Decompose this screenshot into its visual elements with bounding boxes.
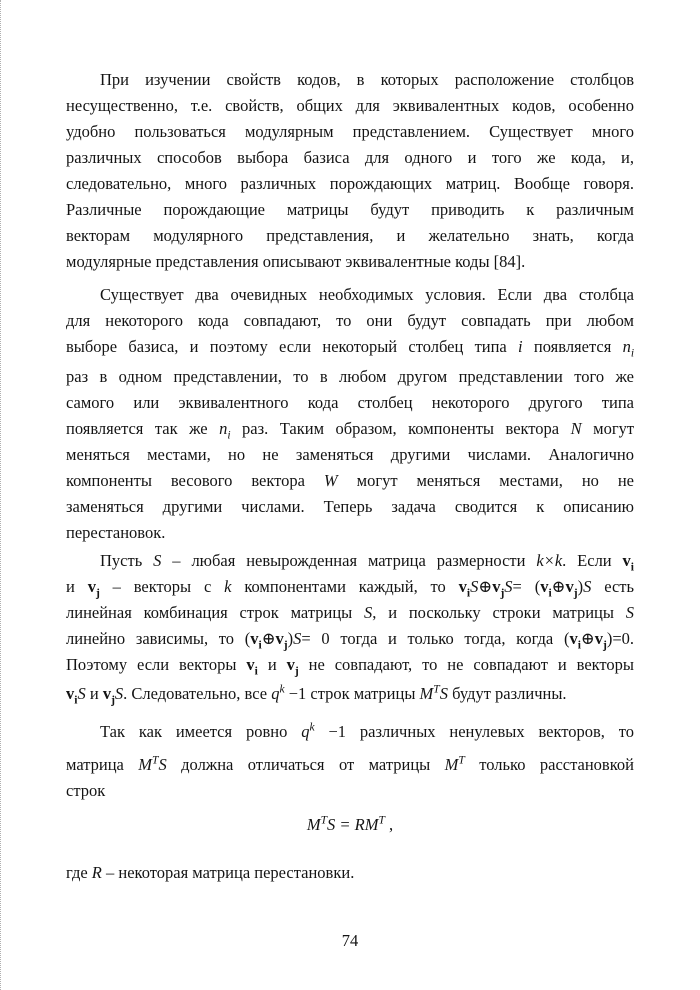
text-run: где: [66, 863, 88, 882]
page-number: 74: [341, 931, 359, 950]
math-var: S: [470, 577, 479, 596]
text-line: строк: [66, 781, 106, 800]
text-line: различных способов выбора базиса для одного и того же кода, и,: [66, 148, 634, 167]
text-run: могут: [593, 419, 635, 438]
text-run: Пусть: [100, 551, 143, 570]
math-superscript: T: [458, 754, 465, 767]
text-run: тогда и только тогда, когда: [340, 629, 554, 648]
text-run: Поэтому если векторы: [66, 655, 237, 674]
text-run: различных ненулевых векторов, то: [359, 722, 635, 741]
math-var: v: [66, 684, 75, 703]
math-var: v: [250, 629, 259, 648]
math-var: M: [138, 755, 153, 774]
text-line: раз в одном представлении, то в любом другом представлении того же: [66, 367, 634, 386]
text-run: . Если: [562, 551, 612, 570]
text-line: для некоторого кода совпадают, то они будут совпадать при любом: [66, 311, 634, 330]
math-var: v: [275, 629, 284, 648]
math-i: i: [518, 337, 523, 356]
math-var: S: [293, 629, 302, 648]
math-var: S: [77, 684, 86, 703]
math-superscript: T: [152, 754, 159, 767]
text-run: и: [267, 655, 277, 674]
text-run: есть: [604, 577, 634, 596]
math-var: S: [583, 577, 592, 596]
text-line: [66, 471, 634, 491]
math-var: v: [622, 551, 631, 570]
math-subscript: i: [227, 429, 231, 442]
text-line: [66, 655, 635, 678]
math-subscript: j: [573, 587, 578, 600]
text-run: – некоторая матрица перестановки.: [106, 863, 355, 882]
math-expression: [138, 755, 166, 774]
math-var: v: [594, 629, 603, 648]
math-v-i: [622, 551, 635, 574]
text-run: и: [89, 684, 99, 703]
math-op: ⊕: [261, 629, 276, 648]
page-margin-dotted-line: [0, 0, 1, 990]
math-superscript: k: [279, 683, 285, 696]
text-line: следовательно, много различных порождающих матриц. Вообще говоря.: [66, 174, 634, 193]
text-line: несущественно, т.е. свойств, общих для эквивалентных кодов, особенно: [66, 96, 634, 115]
text-line: [66, 337, 635, 360]
math-op: ⊕: [551, 577, 566, 596]
math-var: M: [419, 684, 434, 703]
text-run: компонентами каждый, то: [244, 577, 446, 596]
text-line: [66, 629, 635, 652]
text-line: заменяться другими числами. Теперь задача сводится к описанию: [66, 497, 634, 516]
text-run: будут различны.: [452, 684, 567, 703]
text-run: – векторы с: [112, 577, 212, 596]
math-v-i: [246, 655, 258, 678]
text-line: Различные порождающие матрицы будут приводить к различным: [66, 200, 634, 219]
text-run: только расстановкой: [479, 755, 634, 774]
math-subscript: i: [577, 639, 581, 652]
math-var: q: [301, 722, 310, 741]
text-line: удобно пользоваться модулярным представлением. Существует много: [66, 122, 634, 141]
math-W: W: [323, 471, 338, 490]
math-op: ⊕: [580, 629, 595, 648]
math-var: S: [158, 755, 167, 774]
math-expression: S = RM: [327, 815, 379, 834]
math-v-j: [286, 655, 299, 678]
math-op: ⊕: [478, 577, 493, 596]
text-run: должна отличаться от матрицы: [181, 755, 431, 774]
math-subscript: i: [630, 561, 635, 574]
text-line: меняться местами, но не заменяться другими числами. Аналогично: [66, 445, 634, 464]
math-var: v: [458, 577, 467, 596]
text-run: появляется так же: [66, 419, 208, 438]
math-var: v: [246, 655, 255, 674]
math-var: v: [102, 684, 112, 703]
math-n-i: [622, 337, 635, 360]
math-subscript: i: [548, 587, 552, 600]
math-k-by-k: k×k: [536, 551, 563, 570]
math-subscript: j: [95, 587, 100, 600]
text-line: [100, 551, 635, 574]
math-expression: $v_iS\oplus v_jS=$ $(v_i\oplus v_j)S$: [458, 577, 592, 600]
math-expression: [102, 684, 124, 707]
text-run: матрица: [66, 755, 124, 774]
math-subscript: i: [258, 639, 262, 652]
math-var: M: [444, 755, 459, 774]
math-eq: = 0: [301, 629, 330, 648]
text-line: Существует два очевидных необходимых условия. Если два столбца: [100, 285, 634, 304]
text-run: выборе базиса, и поэтому если некоторый столбец типа: [66, 337, 507, 356]
math-var: v: [540, 577, 549, 596]
math-op: −1: [328, 722, 347, 741]
math-subscript: i: [254, 665, 258, 678]
math-op: −1: [288, 684, 307, 703]
math-var: n: [219, 419, 228, 438]
math-expression: $(v_i\oplus v_j)$: [563, 629, 613, 652]
text-line: самого или эквивалентного кода столбец некоторого другого типа: [66, 393, 634, 412]
math-superscript: T: [378, 814, 385, 827]
math-v-j: [87, 577, 100, 600]
text-run: компоненты весового вектора: [66, 471, 305, 490]
math-subscript: i: [630, 347, 635, 360]
text-line: [66, 755, 634, 775]
math-expression: [420, 684, 448, 703]
text-run: не совпадают, то не совпадают и векторы: [308, 655, 635, 674]
math-N: N: [570, 419, 582, 438]
math-var: S: [114, 684, 124, 703]
math-var: v: [569, 629, 578, 648]
text-run: и: [66, 577, 75, 596]
math-S: S: [364, 603, 373, 622]
math-expression: [301, 722, 346, 741]
text-line: модулярные представления описывают эквивалентные коды [84].: [66, 252, 526, 271]
math-R: R: [91, 863, 102, 882]
math-expression: [66, 684, 86, 707]
math-n-i: [219, 419, 231, 442]
math-var: q: [271, 684, 280, 703]
text-line: [66, 863, 634, 883]
math-S: S: [625, 603, 634, 622]
text-line: При изучении свойств кодов, в которых расположение столбцов: [100, 70, 634, 89]
text-run: раз. Таким образом, компоненты вектора: [242, 419, 560, 438]
display-formula: [0, 815, 700, 835]
math-subscript: j: [500, 587, 505, 600]
text-line: векторам модулярного представления, и желательно знать, когда: [66, 226, 634, 245]
text-line: [66, 577, 634, 600]
text-run: Так как имеется ровно: [100, 722, 288, 741]
math-punct: ,: [389, 815, 394, 834]
text-run: – любая невырожденная матрица размерности: [172, 551, 526, 570]
math-superscript: T: [320, 814, 328, 827]
math-var: v: [492, 577, 501, 596]
math-var: M: [306, 815, 321, 834]
text-run: , и поскольку строки матрицы: [372, 603, 614, 622]
math-subscript: j: [283, 639, 288, 652]
math-subscript: i: [74, 694, 78, 707]
text-run: . Следовательно, все: [123, 684, 268, 703]
math-subscript: i: [466, 587, 471, 600]
math-var: v: [87, 577, 96, 596]
text-run: линейно зависимы, то: [66, 629, 235, 648]
math-expression: $(v_i\oplus v_j)S= 0$: [244, 629, 330, 652]
math-subscript: j: [111, 694, 115, 707]
math-var: v: [565, 577, 574, 596]
text-run: =0.: [612, 629, 635, 648]
math-S: S: [153, 551, 162, 570]
math-superscript: k: [309, 721, 315, 734]
text-line: [66, 603, 634, 623]
math-superscript: T: [433, 683, 440, 696]
math-var: n: [622, 337, 631, 356]
text-line: [66, 419, 635, 442]
math-subscript: j: [294, 665, 299, 678]
text-run: строк матрицы: [310, 684, 416, 703]
math-var: S: [439, 684, 448, 703]
text-run: появляется: [533, 337, 612, 356]
text-line: [100, 722, 634, 742]
text-run: могут меняться местами, но не: [356, 471, 635, 490]
math-expression: [445, 755, 465, 774]
math-k: k: [224, 577, 232, 596]
text-line: перестановок.: [66, 523, 166, 542]
math-subscript: j: [603, 639, 607, 652]
math-var: S: [504, 577, 513, 596]
math-expression: [271, 684, 306, 703]
math-var: v: [286, 655, 295, 674]
text-run: линейная комбинация строк матрицы: [66, 603, 353, 622]
text-line: [66, 683, 634, 707]
